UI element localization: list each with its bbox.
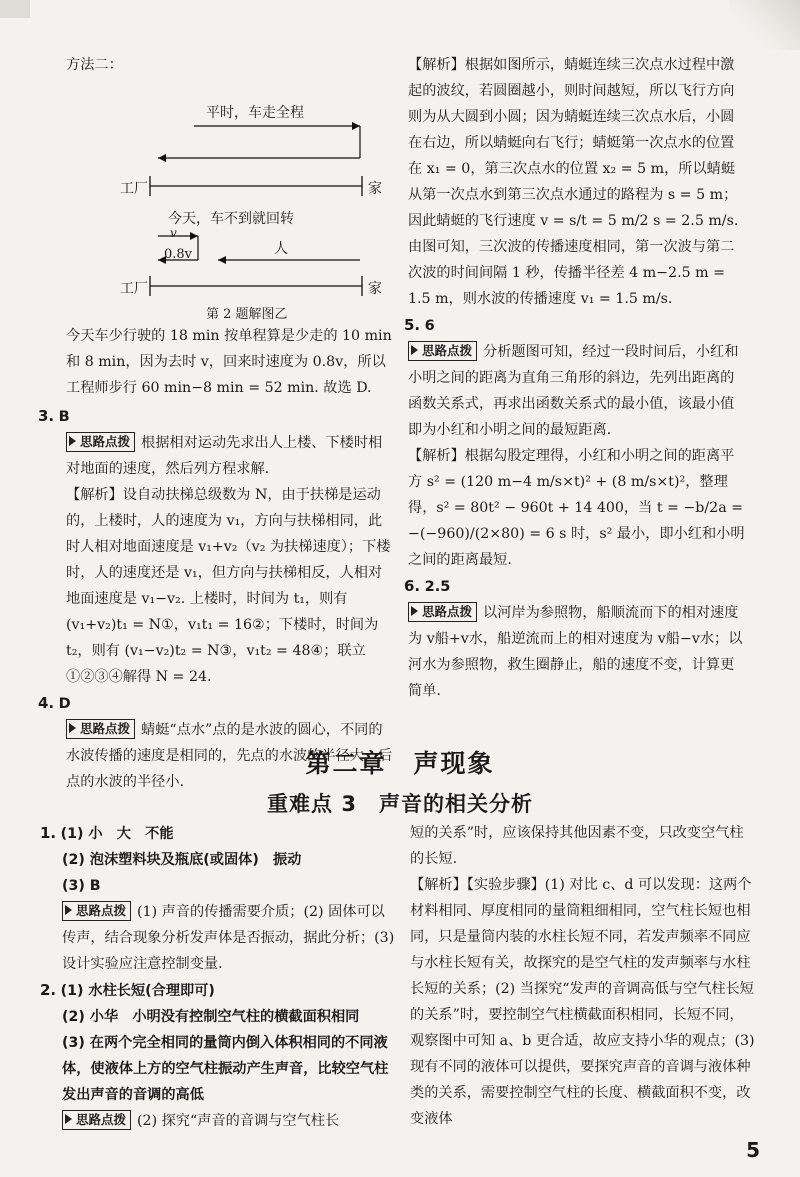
q4-number: 4. <box>38 694 55 712</box>
q1-answer-3: (3) B <box>62 878 101 894</box>
q3-number: 3. <box>38 407 55 425</box>
left-bottom-column <box>40 820 395 1134</box>
q2-explanation: 今天车少行驶的 18 min 按单程算是少走的 10 min 和 8 min，因为去时 v，回来时速度为 0.8v，所以工程师步行 60 min−8 min = 52 min. 故选 D. <box>66 328 392 396</box>
q3-answer: B <box>58 409 70 425</box>
solution-figure <box>106 80 406 322</box>
fig-person-label: 人 <box>274 241 288 257</box>
q4-answer: D <box>58 696 71 712</box>
q6-answer: 2.5 <box>424 579 451 595</box>
fig-v-label: v <box>170 226 177 240</box>
q5-answer: 6 <box>424 318 435 334</box>
q5-analysis: 【解析】根据勾股定理得，小红和小明之间的距离平方 s² = (120 m−4 m/s×t)² + (8 m/s×t)²，整理得，s² = 80t² − 960t + 14 400，当 t = −b/2a = −(−960)/(2×80) = 6 s 时，s² 最小，即小红和小明之间的距离最短. <box>408 448 745 568</box>
q5-tip-text: 分析题图可知，经过一段时间后，小红和小明之间的距离为直角三角形的斜边，先列出距离的函数关系式，再求出函数关系式的最小值，该最小值即为小红和小明之间的最短距离. <box>408 344 739 438</box>
q2-number: 2. <box>40 981 57 999</box>
q6-number: 6. <box>404 577 421 595</box>
tip-tag <box>62 901 131 921</box>
q4-answer-line <box>38 690 396 717</box>
q1-tip <box>40 899 395 977</box>
left-top-column <box>38 52 396 795</box>
right-bottom-column <box>410 820 755 1132</box>
tip-tag <box>66 719 135 739</box>
today-forward-arrowhead <box>190 232 198 240</box>
method-label: 方法二： <box>66 57 123 73</box>
tip-tag-label: 思路点拨 <box>76 903 127 918</box>
fig-factory-label-1: 工厂 <box>120 181 148 197</box>
tip-tag <box>408 341 477 361</box>
q2-answer-3: (3) 在两个完全相同的量筒内倒入体积相同的不同液体，使液体上方的空气柱振动产生声音，比较空气柱发出声音的音调的高低 <box>62 1035 389 1103</box>
tip-arrow-icon <box>65 905 72 915</box>
chapter-title: 第二章 声现象 <box>305 749 495 778</box>
q5-tip <box>408 339 748 443</box>
q1-number: 1. <box>40 824 57 842</box>
tip-tag <box>408 602 477 622</box>
fig-08v-label: 0.8v <box>164 247 193 262</box>
tip-tag-label: 思路点拨 <box>422 604 473 619</box>
page-corner-shadow <box>730 0 800 50</box>
fig-caption: 第 2 题解图乙 <box>206 307 288 322</box>
fig-factory-label-2: 工厂 <box>120 281 148 297</box>
q4-analysis: 【解析】根据如图所示，蜻蜓连续三次点水过程中激起的波纹，若圆圈越小，则时间越短，所以飞行方向则为从大圆到小圆；因为蜻蜓连续三次点水后，小圆在右边，所以蜻蜓向右飞行；蜻蜓第一次点水的位置在 x₁ = 0，第三次点水的位置 x₂ = 5 m，所以蜻蜓从第一次点水到第三次点水通过的路程为 s = 5 m；因此蜻蜓的飞行速度 v = s/t = 5 m/2 s = 2.5 m/s. 由图可知，三次波的传播速度相同，第一次波与第二次波的时间间隔 1 秒，传播半径差 4 m−2.5 m = 1.5 m，则水波的传播速度 v₁ = 1.5 m/s. <box>408 57 739 307</box>
tip-tag <box>66 432 135 452</box>
q6-tip-text: 以河岸为参照物，船顺流而下的相对速度为 v船+v水，船逆流而上的相对速度为 v船−v水；以河水为参照物，救生圈静止，船的速度不变，计算更简单. <box>408 605 743 699</box>
q2-answer-1 <box>40 977 395 1004</box>
q4-tip-text: 蜻蜓“点水”点的是水波的圆心，不同的水波传播的速度是相同的，先点的水波的半径大，后点的水波的半径小. <box>66 722 393 790</box>
q1-answer-2: (2) 泡沫塑料块及瓶底(或固体) 振动 <box>62 852 302 868</box>
tip-tag-label: 思路点拨 <box>80 434 131 449</box>
fig-home-label-2: 家 <box>368 281 382 297</box>
q3-analysis: 【解析】设自动扶梯总级数为 N，由于扶梯是运动的，上楼时，人的速度为 v₁，方向与扶梯相同，此时人相对地面速度是 v₁+v₂（v₂ 为扶梯速度）；下楼时，人的速度还是 v₁，但方向与扶梯相反，人相对地面速度是 v₁−v₂. 上楼时，时间为 t₁，则有 (v₁+v₂)t₁ = N①，v₁t₁ = 16②；下楼时，时间为 t₂，则有 (v₁−v₂)t₂ = N③，v₁t₂ = 48④；联立①②③④解得 N = 24. <box>66 487 391 685</box>
tip-arrow-icon <box>411 606 418 616</box>
person-walk-arrowhead <box>218 256 226 264</box>
tip-arrow-icon <box>69 436 76 446</box>
normal-return-arrowhead <box>158 154 166 162</box>
normal-forward-arrowhead <box>352 122 360 130</box>
q1-answer-1-text: (1) 小 大 不能 <box>60 826 174 842</box>
q2-tip-text: (2) 探究“声音的音调与空气柱长 <box>137 1113 340 1129</box>
tip-arrow-icon <box>411 345 418 355</box>
section-title: 重难点 3 声音的相关分析 <box>267 792 533 816</box>
fig-normal-label: 平时，车走全程 <box>206 105 304 121</box>
right-top-column <box>404 52 748 704</box>
q2-answer-2: (2) 小华 小明没有控制空气柱的横截面积相同 <box>62 1009 360 1025</box>
tip-arrow-icon <box>69 723 76 733</box>
fig-today-label: 今天，车不到就回转 <box>168 211 294 227</box>
q2-tip <box>40 1108 395 1134</box>
q3-tip <box>66 430 396 482</box>
q3-answer-line <box>38 403 396 430</box>
q3-tip-text: 根据相对运动先求出人上楼、下楼时相对地面的速度，然后列方程求解. <box>66 435 383 477</box>
q5-answer-line <box>404 312 748 339</box>
q2-analysis: 【解析】【实验步骤】(1) 对比 c、d 可以发现：这两个材料相同、厚度相同的量筒粗细相同，空气柱长短也相同，只是量筒内装的水柱长短不同，若发声频率不同应与水柱长短有关，故探究的是空气柱的发声频率与水柱长短的关系；(2) 当探究“发声的音调高低与空气柱长短的关系”时，要控制空气柱横截面积相同，长短不同，观察图中可知 a、b 更合适，故应支持小华的观点；(3) 现有不同的液体可以提供，要探究声音的音调与液体种类的关系，需要控制空气柱的长度、横截面积不变，改变液体 <box>410 877 755 1127</box>
tip-tag-label: 思路点拨 <box>422 343 473 358</box>
tip-arrow-icon <box>65 1114 72 1124</box>
fig-home-label-1: 家 <box>368 181 382 197</box>
q2-answer-1-text: (1) 水柱长短(合理即可) <box>60 983 215 999</box>
q6-tip <box>408 600 748 704</box>
q1-tip-text: (1) 声音的传播需要介质；(2) 固体可以传声，结合现象分析发声体是否振动，据此分析；(3) 设计实验应注意控制变量. <box>62 904 395 972</box>
page-corner-mark <box>0 0 30 18</box>
tip-tag-label: 思路点拨 <box>80 721 131 736</box>
tip-tag <box>62 1110 131 1130</box>
q5-number: 5. <box>404 316 421 334</box>
q2-tip-continued: 短的关系”时，应该保持其他因素不变，只改变空气柱的长短. <box>410 825 744 867</box>
tip-tag-label: 思路点拨 <box>76 1112 127 1127</box>
q1-answer-1 <box>40 820 395 847</box>
q6-answer-line <box>404 573 748 600</box>
page-number: 5 <box>746 1138 760 1162</box>
